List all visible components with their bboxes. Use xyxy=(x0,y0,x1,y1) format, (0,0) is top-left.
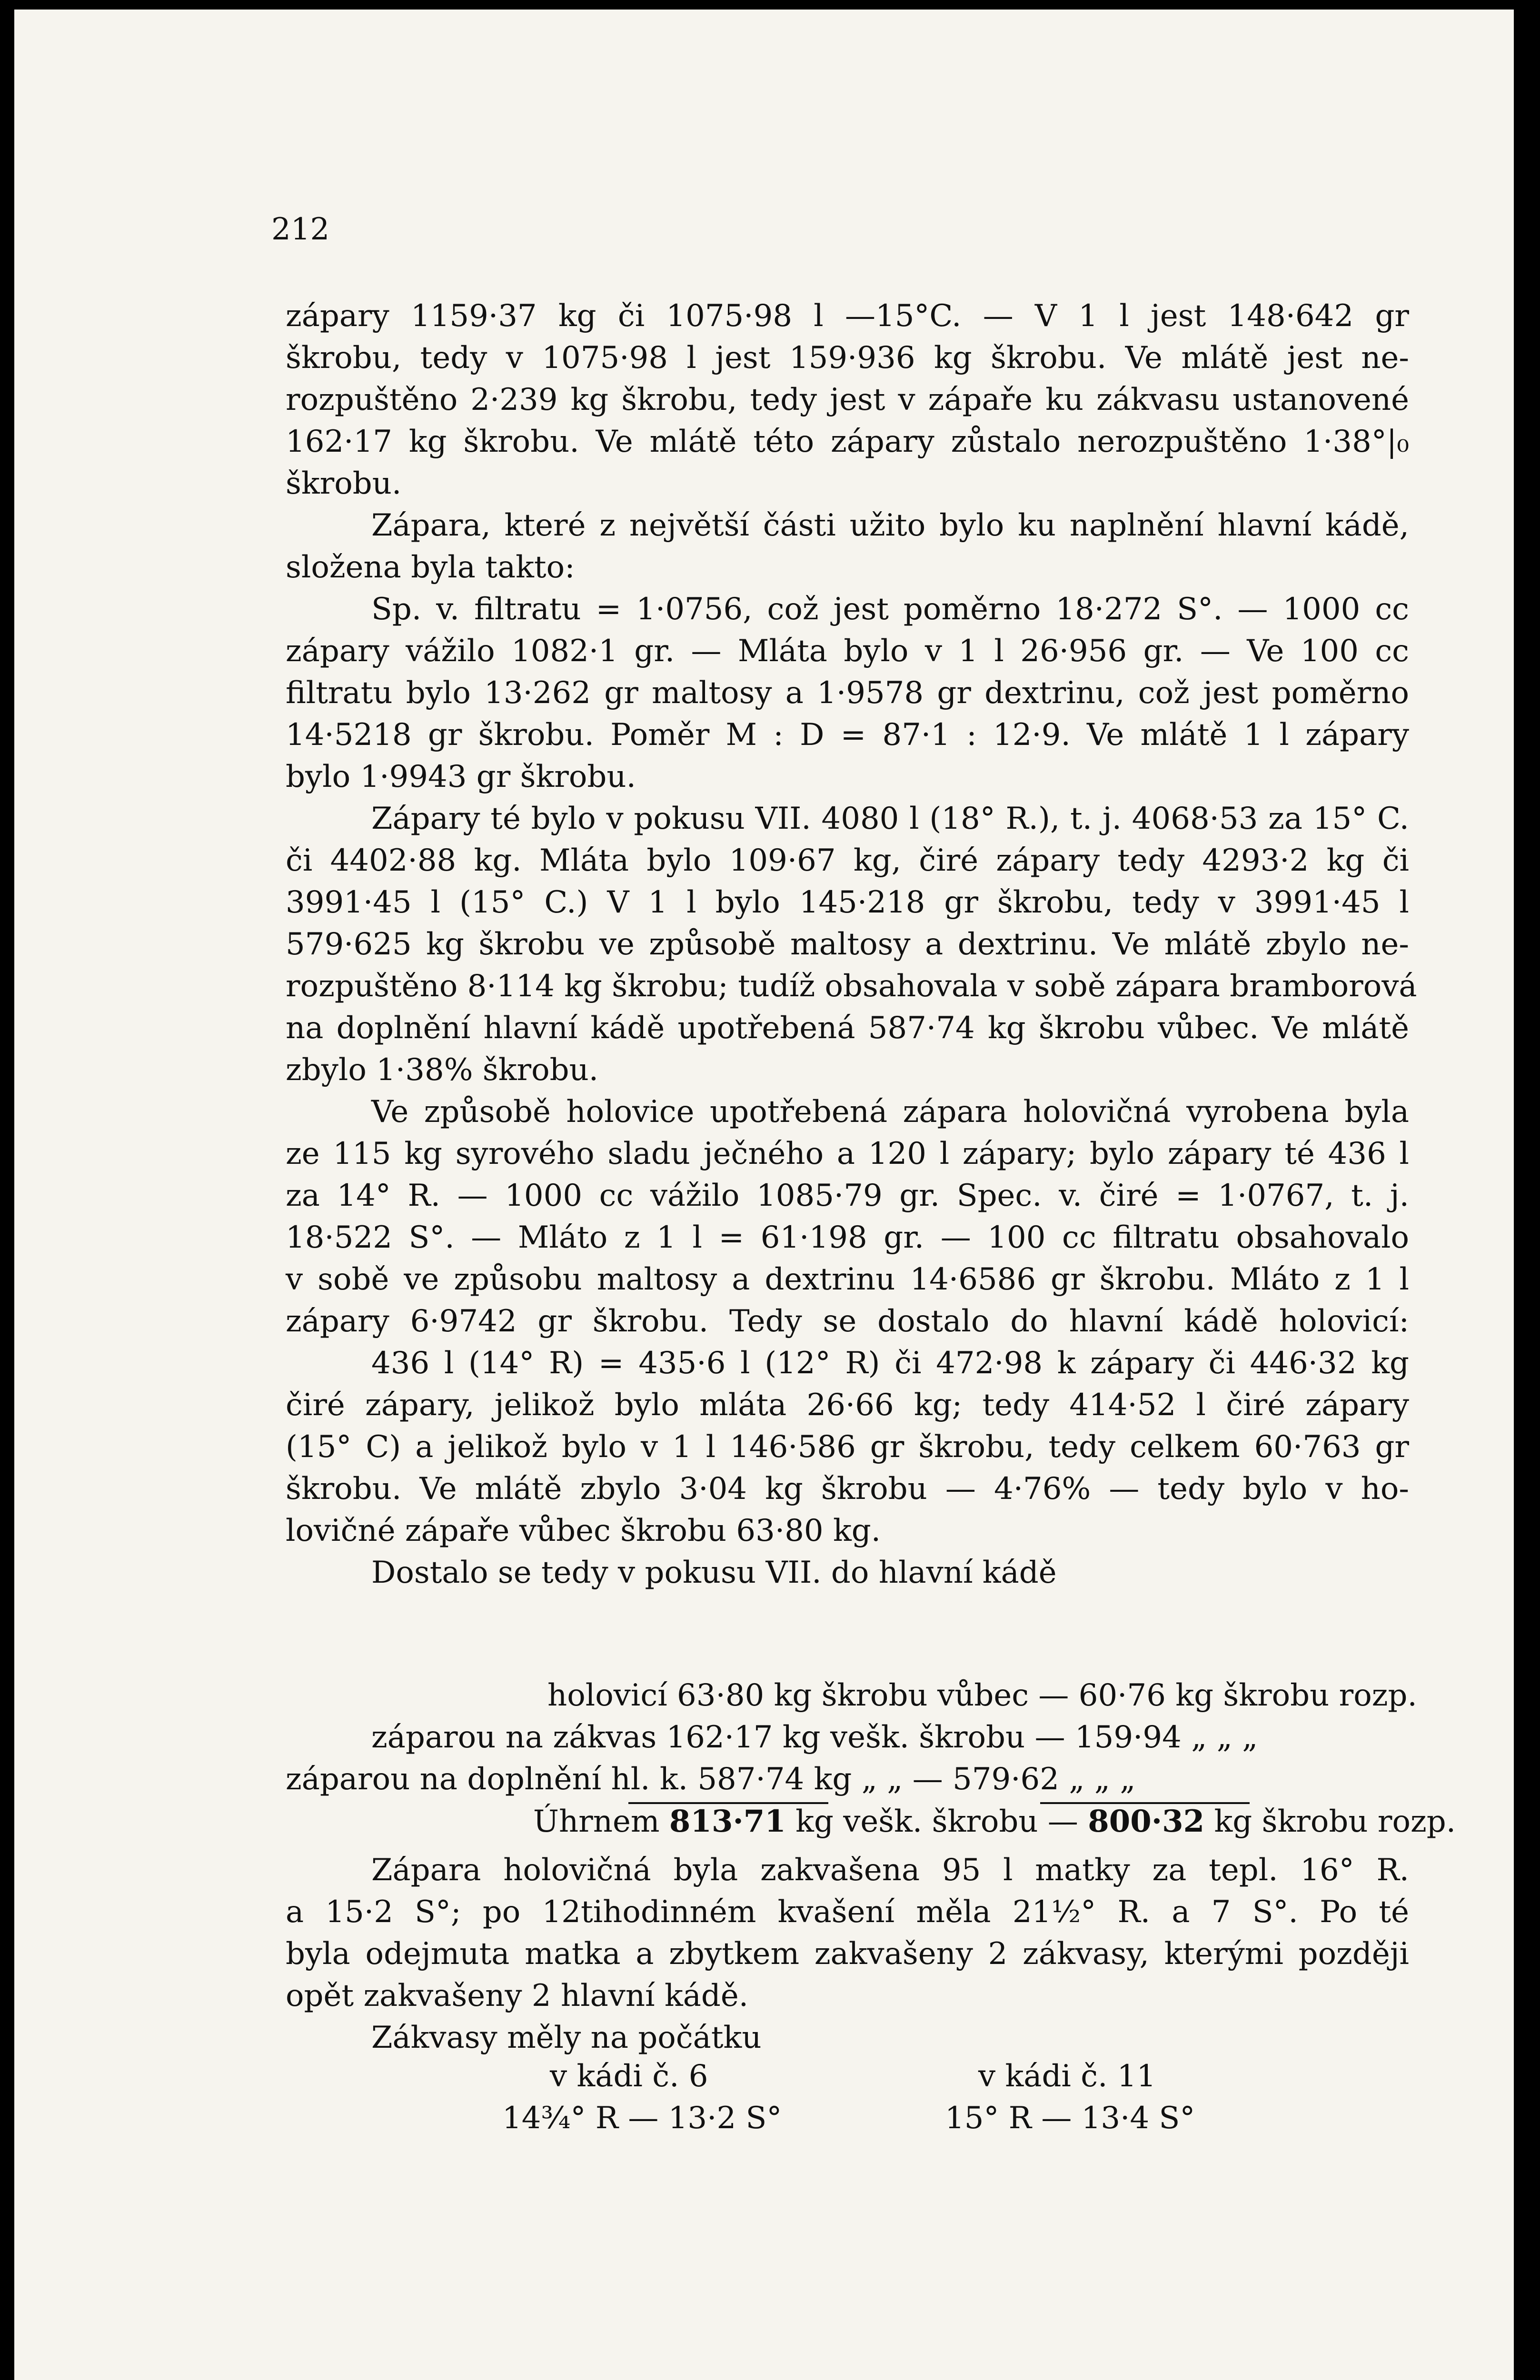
text-line: lovičné zápaře vůbec škrobu 63·80 kg. xyxy=(286,1513,881,1548)
text-line: (15° C) a jelikož bylo v 1 l 146·586 gr škrobu, tedy celkem 60·763 gr xyxy=(286,1429,1409,1465)
text-line: zápary 6·9742 gr škrobu. Tedy se dostalo do hlavní kádě holovicí: xyxy=(286,1304,1409,1339)
text-line: Zákvasy měly na počátku xyxy=(371,2020,762,2055)
text-line: byla odejmuta matka a zbytkem zakvašeny 2 zákvasy, kterými později xyxy=(286,1936,1409,1972)
text-line: Sp. v. filtratu = 1·0756, což jest poměrno 18·272 S°. — 1000 cc xyxy=(371,592,1409,627)
text-line: 14·5218 gr škrobu. Poměr M : D = 87·1 : 12·9. Ve mlátě 1 l zápary xyxy=(286,717,1409,753)
text-line: zápary vážilo 1082·1 gr. — Mláta bylo v 1 l 26·956 gr. — Ve 100 cc xyxy=(286,634,1409,669)
total-value-dissolved: 800·32 xyxy=(1088,1804,1205,1839)
text-line: 436 l (14° R) = 435·6 l (12° R) či 472·98 k zápary či 446·32 kg xyxy=(371,1346,1409,1381)
summary-row-doplneni: záparou na doplnění hl. k. 587·74 kg „ „ — 579·62 „ „ „ xyxy=(286,1762,1136,1797)
total-mid: kg vešk. škrobu — xyxy=(785,1804,1088,1839)
summary-row-zakvas: záparou na zákvas 162·17 kg vešk. škrobu — 159·94 „ „ „ xyxy=(371,1720,1258,1755)
total-suffix: kg škrobu rozp. xyxy=(1204,1804,1456,1839)
text-line: složena byla takto: xyxy=(286,550,575,585)
text-line: zbylo 1·38% škrobu. xyxy=(286,1052,599,1088)
text-line: na doplnění hlavní kádě upotřebená 587·74 kg škrobu vůbec. Ve mlátě xyxy=(286,1011,1409,1046)
text-line: rozpuštěno 8·114 kg škrobu; tudíž obsahovala v sobě zápara bramborová xyxy=(286,969,1417,1004)
body-text xyxy=(286,295,1417,1594)
total-value: 813·71 xyxy=(669,1804,786,1839)
text-line: 579·625 kg škrobu ve způsobě maltosy a dextrinu. Ve mlátě zbylo ne- xyxy=(286,927,1409,962)
text-line: Dostalo se tedy v pokusu VII. do hlavní kádě xyxy=(371,1555,1057,1590)
text-line: zápary 1159·37 kg či 1075·98 l —15°C. — V 1 l jest 148·642 gr xyxy=(286,298,1409,334)
text-line: ze 115 kg syrového sladu ječného a 120 l zápary; bylo zápary té 436 l xyxy=(286,1136,1409,1171)
text-line: bylo 1·9943 gr škrobu. xyxy=(286,759,636,794)
total-label: Úhrnem xyxy=(533,1804,669,1839)
text-line: škrobu, tedy v 1075·98 l jest 159·936 kg škrobu. Ve mlátě jest ne- xyxy=(286,340,1409,376)
text-line: Zápara, které z největší části užito bylo ku naplnění hlavní kádě, xyxy=(371,508,1409,543)
text-line: rozpuštěno 2·239 kg škrobu, tedy jest v zápaře ku zákvasu ustanovené xyxy=(286,382,1409,417)
text-line: Zápary té bylo v pokusu VII. 4080 l (18° R.), t. j. 4068·53 za 15° C. xyxy=(371,801,1409,836)
text-line: 162·17 kg škrobu. Ve mlátě této zápary zůstalo nerozpuštěno 1·38°|₀ xyxy=(286,424,1409,459)
text-line: Zápara holovičná byla zakvašena 95 l matky za tepl. 16° R. xyxy=(371,1853,1409,1888)
page-number: 212 xyxy=(271,212,330,247)
text-line: či 4402·88 kg. Mláta bylo 109·67 kg, čiré zápary tedy 4293·2 kg či xyxy=(286,843,1409,878)
text-line: Ve způsobě holovice upotřebená zápara holovičná vyrobena byla xyxy=(371,1094,1409,1130)
summary-row-total xyxy=(533,1804,1456,1839)
text-line: za 14° R. — 1000 cc vážilo 1085·79 gr. Spec. v. čiré = 1·0767, t. j. xyxy=(286,1178,1409,1213)
text-line: a 15·2 S°; po 12tihodinném kvašení měla 21½° R. a 7 S°. Po té xyxy=(286,1894,1409,1930)
vat-11-title: v kádi č. 11 xyxy=(978,2059,1156,2094)
vat-6-title: v kádi č. 6 xyxy=(550,2059,708,2094)
summary-row-holovice: holovicí 63·80 kg škrobu vůbec — 60·76 kg škrobu rozp. xyxy=(547,1678,1417,1713)
text-line: čiré zápary, jelikož bylo mláta 26·66 kg; tedy 414·52 l čiré zápary xyxy=(286,1388,1409,1423)
closing-text xyxy=(286,1849,1409,2059)
text-line: 18·522 S°. — Mláto z 1 l = 61·198 gr. — 100 cc filtratu obsahovalo xyxy=(286,1220,1409,1255)
text-line: opět zakvašeny 2 hlavní kádě. xyxy=(286,1978,749,2013)
vat-11-value: 15° R — 13·4 S° xyxy=(945,2101,1195,2136)
text-line: škrobu. Ve mlátě zbylo 3·04 kg škrobu — 4·76% — tedy bylo v ho- xyxy=(286,1471,1409,1507)
text-line: filtratu bylo 13·262 gr maltosy a 1·9578 gr dextrinu, což jest poměrno xyxy=(286,675,1409,711)
vat-6-value: 14¾° R — 13·2 S° xyxy=(502,2101,782,2136)
text-line: 3991·45 l (15° C.) V 1 l bylo 145·218 gr škrobu, tedy v 3991·45 l xyxy=(286,885,1409,920)
text-line: škrobu. xyxy=(286,466,402,501)
text-line: v sobě ve způsobu maltosy a dextrinu 14·6586 gr škrobu. Mláto z 1 l xyxy=(286,1262,1409,1297)
